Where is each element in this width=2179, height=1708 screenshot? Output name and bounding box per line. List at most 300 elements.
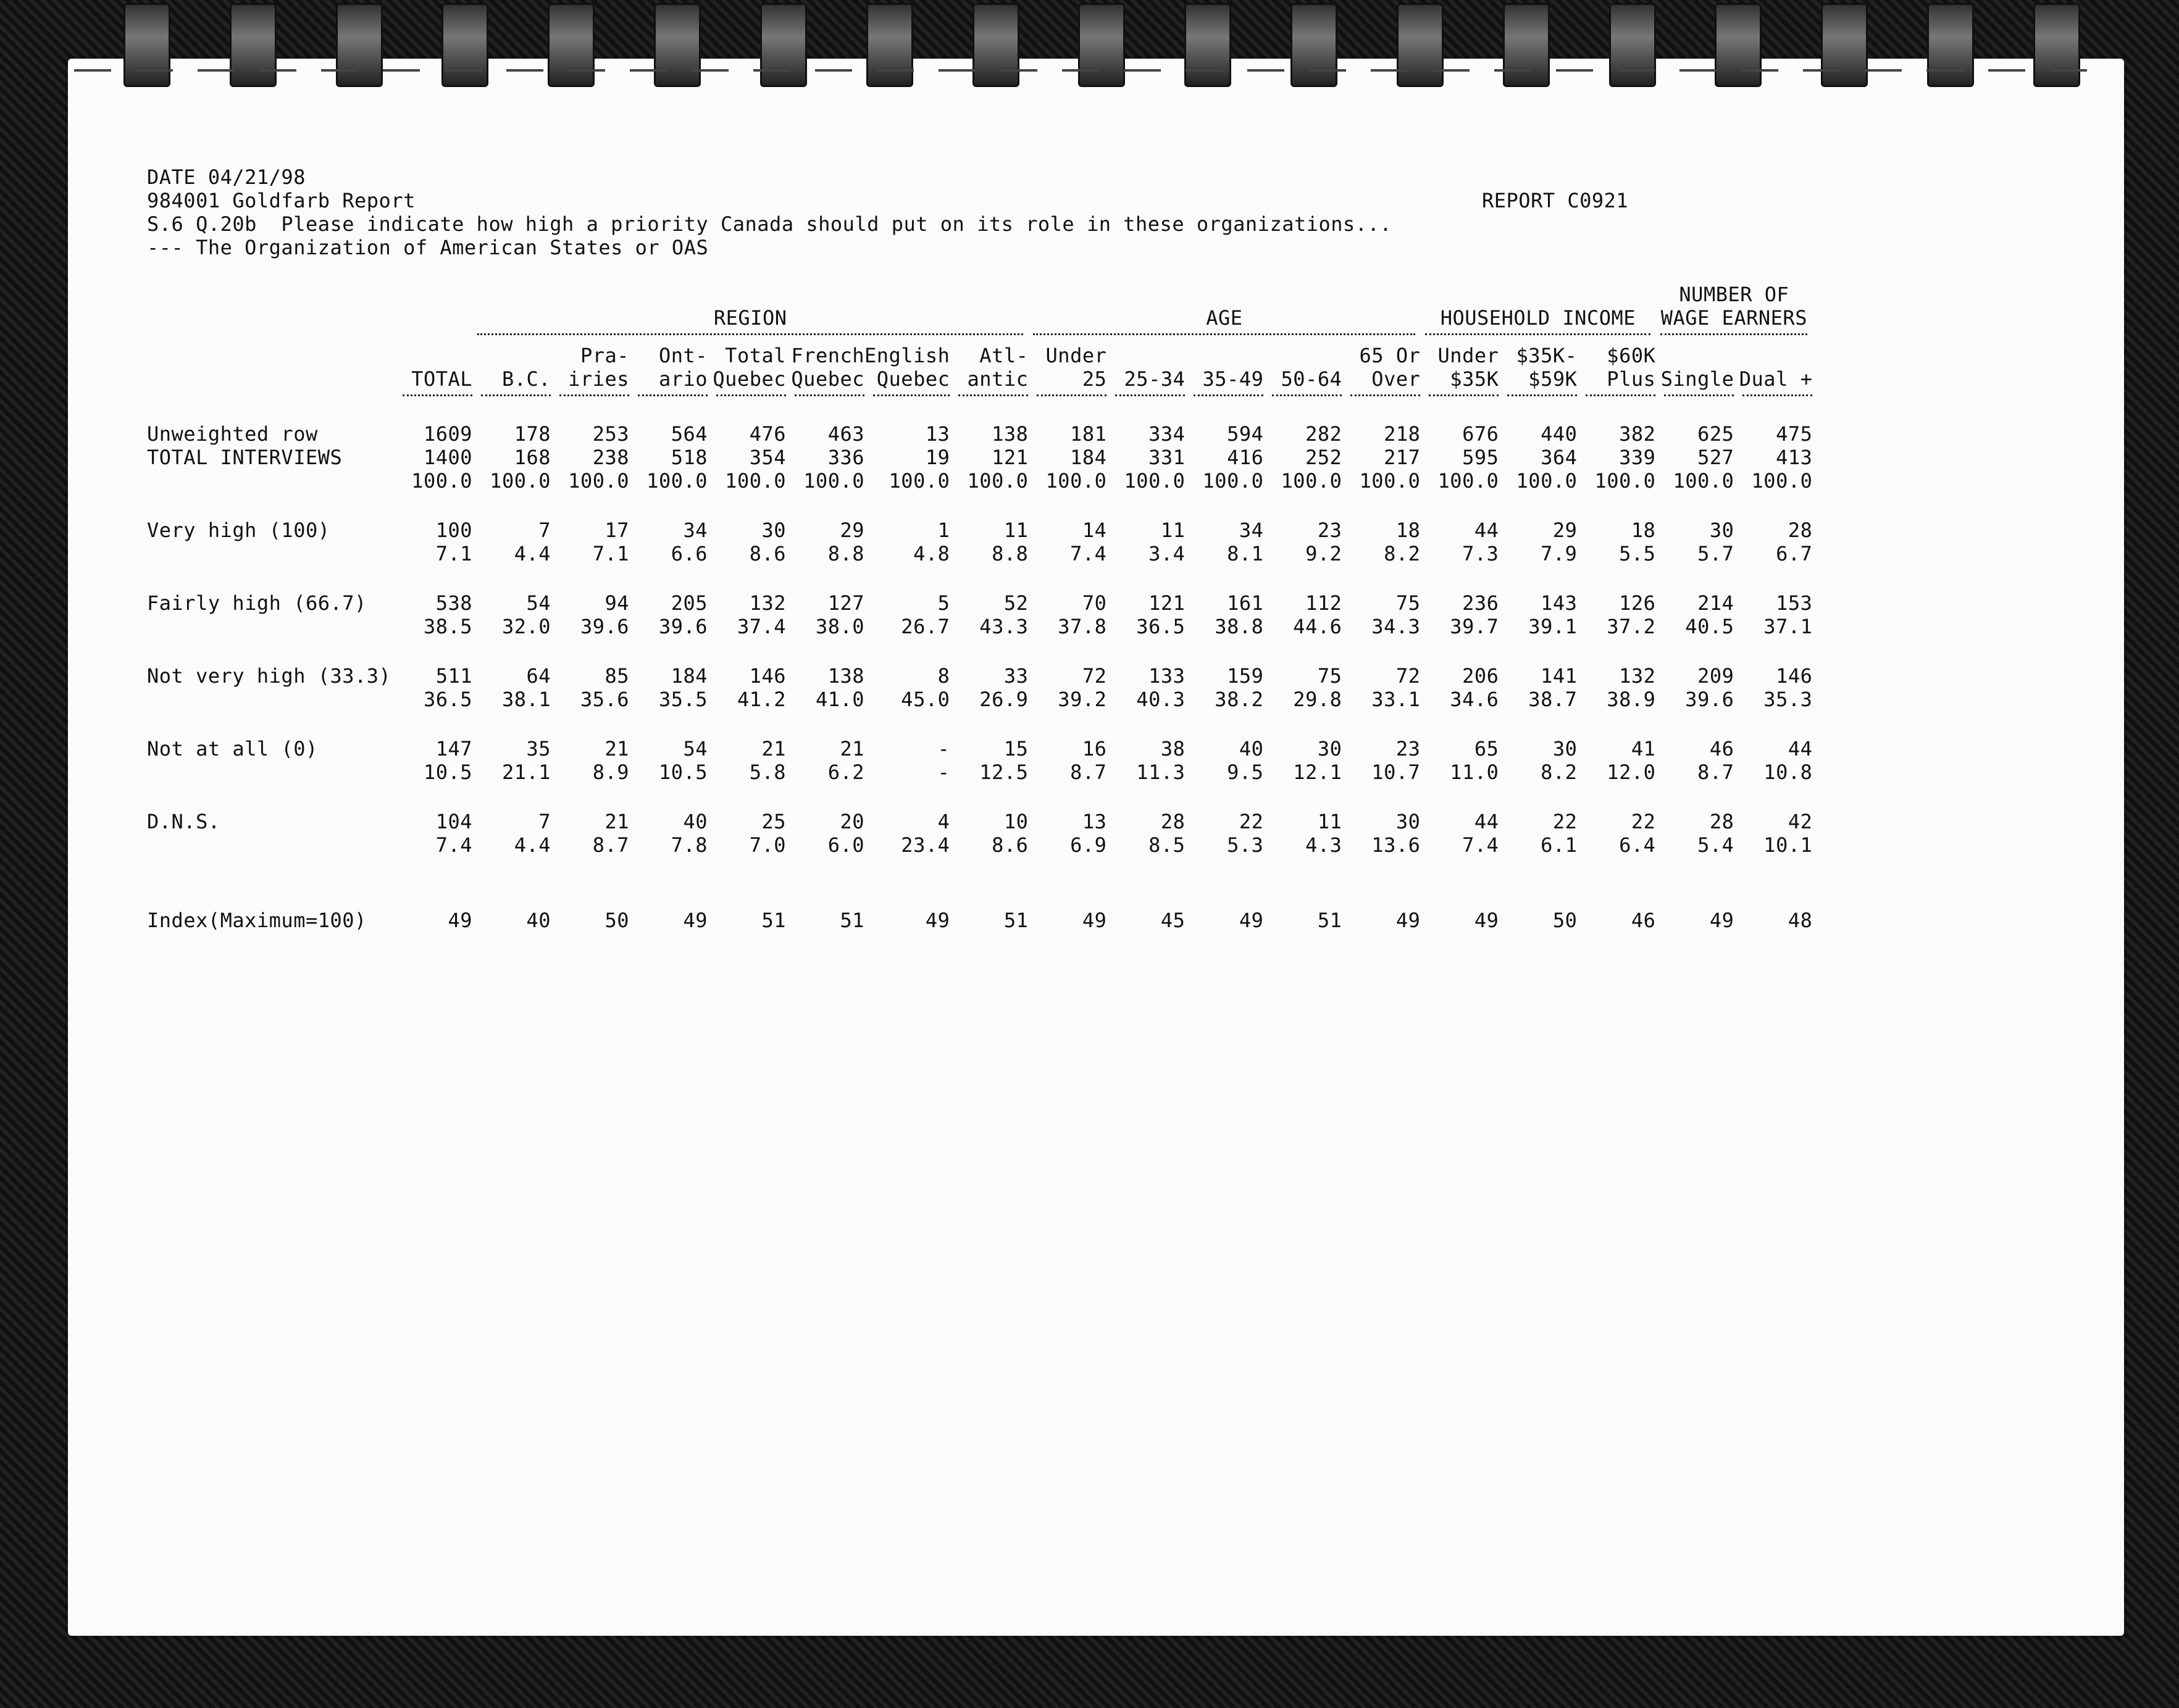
cell-value: 4.3 [1305,833,1342,857]
column-header-line2: Over [1371,367,1421,391]
cell-value: 38.0 [815,615,864,638]
table-cell [1185,737,1263,784]
table-cell [1577,519,1655,565]
cell-value: 100.0 [490,469,551,493]
cell-value: 8.2 [1541,760,1578,784]
cell-value: 413 [1776,446,1813,469]
cell-value: 26.9 [979,688,1029,711]
cell-value: 625 [1697,422,1734,446]
cell-value: 100.0 [1594,469,1656,493]
cell-value: 511 [435,664,472,688]
row-label-line: Very high (100) [147,519,330,542]
binding-ring [866,3,913,87]
table-cell [629,422,708,493]
table-cell [864,422,950,493]
cell-value: 22 [1552,810,1578,833]
index-value: 40 [526,909,551,932]
cell-value: 75 [1317,664,1342,688]
cell-value: 16 [1082,737,1107,760]
column-header-line2: 35-49 [1202,367,1264,391]
column-header [786,335,864,396]
cell-value: 18 [1631,519,1656,542]
table-cell [1185,591,1263,638]
cell-value: 181 [1070,422,1107,446]
table-cell [1185,810,1263,857]
row-label [147,810,394,857]
table-cell [1655,591,1734,638]
cell-value: 41.2 [737,688,786,711]
table-cell [1734,737,1812,784]
cell-value: 7.4 [1070,542,1107,565]
table-cell [1263,664,1342,711]
table-cell [1577,737,1655,784]
row-label [147,737,394,784]
cell-value: 32.0 [501,615,551,638]
binding-ring [972,3,1019,87]
index-value: 49 [448,909,472,932]
cell-value: 8.8 [827,542,864,565]
report-content [147,165,2061,932]
binding-ring [1503,3,1550,87]
cell-value: 184 [671,664,708,688]
cell-value: 100.0 [803,469,864,493]
cell-value: 33.1 [1371,688,1421,711]
cell-value: 564 [671,422,708,446]
table-cell [1734,664,1812,711]
table-cell [1342,519,1420,565]
table-cell [394,737,472,784]
table-cell [551,810,629,857]
table-cell [1655,664,1734,711]
cell-value: 143 [1541,591,1578,615]
cell-value: 334 [1148,422,1186,446]
cell-value: 476 [749,422,786,446]
cell-value: 8.6 [749,542,786,565]
binding-ring [548,3,595,87]
index-row [147,909,1812,932]
table-cell [629,810,708,857]
cell-value: 8.7 [1697,760,1734,784]
cell-value: 7.9 [1541,542,1578,565]
cell-value: 38.2 [1215,688,1264,711]
cell-value: 40.3 [1136,688,1186,711]
cell-value: - [937,737,950,760]
table-cell [1106,519,1185,565]
table-cell [394,664,472,711]
cell-value: 34 [683,519,708,542]
row-label-line: Fairly high (66.7) [147,591,367,615]
cell-value: 6.9 [1070,833,1107,857]
cell-value: 463 [827,422,864,446]
binding-ring [230,3,277,87]
cell-value: 100.0 [1437,469,1499,493]
table-cell [472,422,551,493]
table-cell [629,737,708,784]
binding-ring [1078,3,1125,87]
group-region-label: REGION [713,306,787,330]
cell-value: 8.6 [992,833,1029,857]
column-header-line2: ario [658,367,708,391]
table-cell [1106,591,1185,638]
table-cell [1499,591,1577,638]
column-header-line2: 25-34 [1124,367,1186,391]
binding-ring [1184,3,1231,87]
cell-value: 30 [1317,737,1342,760]
cell-value: 34.3 [1371,615,1421,638]
cell-value: 100.0 [1359,469,1421,493]
table-cell [394,591,472,638]
table-cell [1577,422,1655,493]
table-row [147,810,1812,857]
cell-value: 141 [1541,664,1578,688]
cell-value: 39.6 [1685,688,1734,711]
cell-value: 7 [538,810,551,833]
table-cell [1263,737,1342,784]
index-value: 49 [925,909,950,932]
cell-value: 10.7 [1371,760,1421,784]
table-cell [1655,737,1734,784]
index-value: 50 [604,909,629,932]
cell-value: 46 [1709,737,1734,760]
column-header-line1: English [864,344,950,367]
cell-value: 100.0 [1673,469,1734,493]
cell-value: 104 [435,810,472,833]
cell-value: 8.1 [1227,542,1264,565]
cell-value: 100.0 [646,469,708,493]
cell-value: 218 [1384,422,1421,446]
table-cell [1028,737,1106,784]
table-cell [472,810,551,857]
spiral-binding [0,0,2179,93]
index-value: 49 [683,909,708,932]
cell-value: 100.0 [1751,469,1813,493]
column-header [1342,335,1420,396]
table-cell [864,519,950,565]
cell-value: 8.7 [592,833,629,857]
table-cell [864,810,950,857]
cell-value: 38.1 [501,688,551,711]
column-header-line1: Ont- [658,344,708,367]
cell-value: 100.0 [1281,469,1342,493]
column-header [950,335,1028,396]
cell-value: 35.5 [658,688,708,711]
cell-value: 52 [1003,591,1029,615]
index-value: 49 [1709,909,1734,932]
table-cell [950,737,1028,784]
cell-value: 236 [1462,591,1499,615]
table-cell [1185,519,1263,565]
cell-value: 29 [840,519,864,542]
cell-value: 7.4 [1462,833,1499,857]
column-header [1577,335,1655,396]
cell-value: 205 [671,591,708,615]
column-header [1499,335,1577,396]
table-cell [1028,519,1106,565]
column-header [1028,335,1106,396]
cell-value: 39.7 [1450,615,1499,638]
column-header-line1 [1106,344,1185,367]
question-subtitle: --- The Organization of American States or OAS [147,236,709,259]
table-cell [629,664,708,711]
column-header [629,335,708,396]
table-cell [1499,737,1577,784]
index-value: 49 [1082,909,1107,932]
crosstab-table [147,283,1812,932]
cell-value: 38.8 [1215,615,1264,638]
cell-value: 132 [1619,664,1656,688]
cell-value: 30 [761,519,786,542]
cell-value: 184 [1070,446,1107,469]
table-cell [708,422,786,493]
cell-value: 72 [1395,664,1421,688]
cell-value: 138 [827,664,864,688]
column-header-line1: $35K- [1516,344,1578,367]
cell-value: 364 [1541,446,1578,469]
index-value: 49 [1474,909,1499,932]
cell-value: 20 [840,810,864,833]
cell-value: 94 [604,591,629,615]
index-value: 51 [840,909,864,932]
cell-value: 252 [1305,446,1342,469]
group-income-label: HOUSEHOLD INCOME [1440,306,1636,330]
cell-value: 153 [1776,591,1813,615]
column-header-line1 [1655,344,1734,367]
table-cell [1420,519,1499,565]
group-age-label: AGE [1206,306,1243,330]
cell-value: 36.5 [423,688,472,711]
column-header-line2: Quebec [791,367,864,391]
cell-value: 100.0 [725,469,786,493]
table-cell [1577,664,1655,711]
group-income [1420,306,1655,335]
column-header-line1: French [791,344,864,367]
cell-value: 21 [604,737,629,760]
column-header-line1: Total [725,344,786,367]
report-title: 984001 Goldfarb Report [147,189,416,212]
column-header-line2: iries [568,367,629,391]
cell-value: 13 [925,422,950,446]
column-header [1655,335,1734,396]
table-cell [1263,422,1342,493]
cell-value: 7.1 [435,542,472,565]
cell-value: 37.4 [737,615,786,638]
cell-value: 30 [1395,810,1421,833]
table-cell [1420,810,1499,857]
cell-value: 43.3 [979,615,1029,638]
table-cell [1342,422,1420,493]
column-header-line2: 25 [1082,367,1107,391]
cell-value: 4.4 [514,833,551,857]
index-value: 51 [761,909,786,932]
cell-value: 9.2 [1305,542,1342,565]
cell-value: 538 [435,591,472,615]
column-header-line2: 50-64 [1281,367,1342,391]
table-cell [1655,810,1734,857]
cell-value: 30 [1552,737,1578,760]
cell-value: 37.8 [1058,615,1107,638]
binding-ring [1821,3,1868,87]
column-header [1185,335,1263,396]
cell-value: 21 [761,737,786,760]
cell-value: 6.0 [827,833,864,857]
cell-value: 121 [992,446,1029,469]
cell-value: 25 [761,810,786,833]
cell-value: 146 [1776,664,1813,688]
column-header-row [147,335,1812,396]
cell-value: 10.1 [1763,833,1813,857]
table-cell [551,737,629,784]
table-cell [1106,664,1185,711]
row-label-line: Unweighted row [147,422,318,446]
cell-value: 35 [526,737,551,760]
cell-value: 7.4 [435,833,472,857]
cell-value: 121 [1148,591,1186,615]
cell-value: 72 [1082,664,1107,688]
group-header-row-1 [147,283,1812,306]
column-header-line1: Atl- [979,344,1029,367]
cell-value: 8.7 [1070,760,1107,784]
table-cell [864,591,950,638]
table-row [147,591,1812,638]
column-header-line2: $59K [1528,367,1578,391]
binding-ring [441,3,488,87]
cell-value: 8.5 [1148,833,1186,857]
cell-value: 23.4 [901,833,950,857]
table-cell [1106,422,1185,493]
cell-value: 44 [1788,737,1813,760]
table-cell [1655,519,1734,565]
cell-value: 382 [1619,422,1656,446]
cell-value: 331 [1148,446,1186,469]
table-cell [1499,664,1577,711]
cell-value: 527 [1697,446,1734,469]
table-cell [1263,519,1342,565]
column-header [864,335,950,396]
index-value: 46 [1631,909,1656,932]
column-header-line2: B.C. [501,367,551,391]
cell-value: 1 [937,519,950,542]
cell-value: 100.0 [411,469,472,493]
cell-value: 40.5 [1685,615,1734,638]
cell-value: 42 [1788,810,1813,833]
group-age [1028,306,1420,335]
index-value: 45 [1160,909,1186,932]
cell-value: 10.5 [423,760,472,784]
row-label [147,422,394,493]
table-cell [708,810,786,857]
cell-value: 440 [1541,422,1578,446]
table-cell [786,810,864,857]
table-cell [786,591,864,638]
table-cell [1185,422,1263,493]
table-cell [1499,519,1577,565]
index-value: 51 [1003,909,1029,932]
table-cell [1263,591,1342,638]
column-header-line2: TOTAL [411,367,472,391]
cell-value: 30 [1709,519,1734,542]
table-cell [551,519,629,565]
column-header-line2: Single [1660,367,1734,391]
cell-value: 146 [749,664,786,688]
table-cell [786,519,864,565]
cell-value: 5.8 [749,760,786,784]
cell-value: 5.3 [1227,833,1264,857]
group-header-row-2 [147,306,1812,335]
cell-value: 75 [1395,591,1421,615]
cell-value: 159 [1227,664,1264,688]
binding-ring [123,3,170,87]
cell-value: 29 [1552,519,1578,542]
cell-value: 10.5 [658,760,708,784]
table-cell [1106,810,1185,857]
cell-value: 41.0 [815,688,864,711]
cell-value: 39.6 [580,615,629,638]
cell-value: 100.0 [967,469,1029,493]
cell-value: 12.0 [1607,760,1656,784]
cell-value: 23 [1395,737,1421,760]
cell-value: 85 [604,664,629,688]
cell-value: 70 [1082,591,1107,615]
cell-value: 112 [1305,591,1342,615]
column-header-line1 [1734,344,1812,367]
row-label-line: Not very high (33.3) [147,664,391,688]
cell-value: 37.1 [1763,615,1813,638]
cell-value: 11.3 [1136,760,1186,784]
table-cell [472,664,551,711]
cell-value: 34.6 [1450,688,1499,711]
cell-value: 178 [514,422,551,446]
cell-value: 11 [1317,810,1342,833]
binding-ring [2033,3,2080,87]
cell-value: 23 [1317,519,1342,542]
row-label-line: TOTAL INTERVIEWS [147,446,343,469]
column-header-line1 [394,344,472,367]
cell-value: 209 [1697,664,1734,688]
row-label-line: Not at all (0) [147,737,318,760]
cell-value: 676 [1462,422,1499,446]
group-wage [1655,306,1812,335]
cell-value: 54 [683,737,708,760]
table-cell [1734,519,1812,565]
cell-value: 39.1 [1528,615,1578,638]
cell-value: 38.9 [1607,688,1656,711]
cell-value: 6.4 [1619,833,1656,857]
table-cell [1028,422,1106,493]
cell-value: 100.0 [889,469,950,493]
table-cell [394,422,472,493]
table-cell [786,422,864,493]
table-cell [708,591,786,638]
index-value: 49 [1239,909,1264,932]
cell-value: 100.0 [1516,469,1578,493]
column-header-line2: $35K [1450,367,1499,391]
cell-value: 35.3 [1763,688,1813,711]
cell-value: 10.8 [1763,760,1813,784]
table-cell [1342,737,1420,784]
binding-line [74,69,2112,72]
cell-value: 13 [1082,810,1107,833]
binding-ring [1927,3,1974,87]
cell-value: 100 [435,519,472,542]
cell-value: 7.1 [592,542,629,565]
cell-value: 7.3 [1462,542,1499,565]
cell-value: 40 [1239,737,1264,760]
cell-value: 28 [1160,810,1186,833]
cell-value: 28 [1788,519,1813,542]
cell-value: 1609 [423,422,472,446]
table-cell [708,737,786,784]
table-cell [629,519,708,565]
